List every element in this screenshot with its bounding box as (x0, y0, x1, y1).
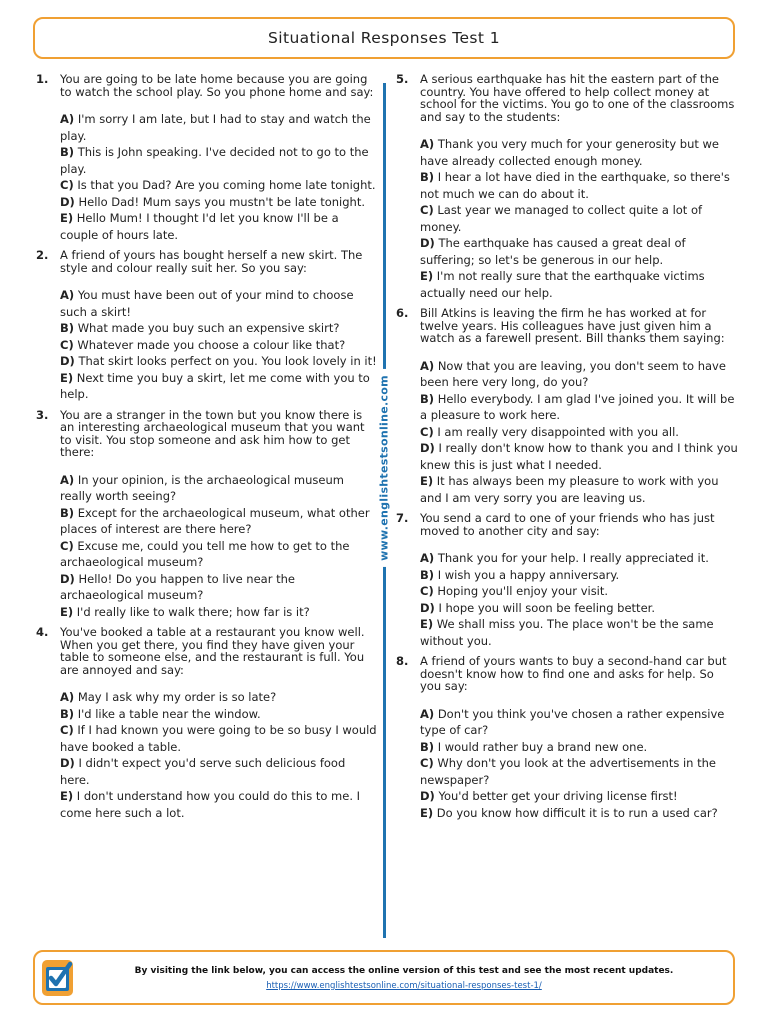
question-text: Bill Atkins is leaving the firm he has worked at for twelve years. His colleagues have just given him a watch as a farewell present. Bill thanks them saying: (420, 306, 725, 345)
question-text: You are going to be late home because you are going to watch the school play. So you phone home and say: (60, 72, 374, 99)
option-letter: C) (60, 723, 74, 737)
question-body (420, 655, 738, 821)
question-body (60, 249, 378, 403)
option-text: If I had known you were going to be so busy I would have booked a table. (60, 723, 377, 754)
option-letter: A) (420, 358, 435, 373)
option-text: Last year we managed to collect quite a lot of money. (420, 203, 703, 234)
option-item[interactable] (420, 169, 738, 202)
option-item[interactable] (60, 571, 378, 604)
option-letter: D) (60, 354, 75, 368)
option-letter: C) (60, 178, 74, 192)
option-item[interactable] (420, 136, 738, 169)
option-letter: D) (420, 789, 435, 803)
option-item[interactable] (420, 805, 738, 822)
option-item[interactable] (420, 755, 738, 788)
option-text: Do you know how difficult it is to run a used car? (436, 805, 718, 820)
question-7 (396, 512, 738, 649)
question-1 (36, 73, 378, 243)
option-item[interactable] (420, 358, 738, 391)
option-text: Whatever made you choose a colour like that? (77, 337, 346, 352)
option-item[interactable] (420, 235, 738, 268)
option-text: Is that you Dad? Are you coming home late tonight. (77, 178, 376, 192)
option-letter: C) (420, 756, 434, 770)
option-letter: B) (420, 170, 435, 184)
option-text: I'd really like to walk there; how far is it? (76, 604, 310, 619)
option-item[interactable] (420, 583, 738, 600)
option-text: I am really very disappointed with you all. (437, 424, 679, 439)
option-text: This is John speaking. I've decided not to go to the play. (60, 145, 369, 176)
option-letter: D) (60, 571, 75, 586)
option-item[interactable] (60, 788, 378, 821)
option-letter: B) (60, 706, 75, 721)
option-letter: E) (60, 211, 74, 225)
option-letter: C) (420, 203, 434, 217)
option-item[interactable] (420, 473, 738, 506)
option-item[interactable] (60, 177, 378, 194)
question-number: 6. (396, 306, 409, 320)
option-letter: E) (420, 617, 434, 631)
option-letter: D) (420, 600, 435, 615)
option-item[interactable] (60, 111, 378, 144)
question-3 (36, 409, 378, 621)
option-text: You must have been out of your mind to choose such a skirt! (60, 288, 354, 319)
option-item[interactable] (420, 268, 738, 301)
option-letter: C) (60, 337, 74, 352)
option-letter: B) (60, 505, 75, 520)
question-2 (36, 249, 378, 403)
option-letter: C) (60, 538, 74, 553)
question-number: 8. (396, 654, 409, 668)
option-item[interactable] (60, 706, 378, 723)
option-letter: E) (60, 789, 74, 803)
option-list (420, 706, 738, 822)
option-list (420, 358, 738, 507)
option-letter: E) (420, 474, 434, 488)
option-text: I'm sorry I am late, but I had to stay and watch the play. (60, 112, 371, 143)
question-number: 4. (36, 625, 49, 639)
option-text: Now that you are leaving, you don't seem to have been here very long, do you? (420, 358, 726, 389)
option-text: I hear a lot have died in the earthquake, so there's not much we can do about it. (420, 170, 730, 201)
option-text: Don't you think you've chosen a rather expensive type of car? (420, 706, 725, 737)
footer (33, 950, 735, 1005)
question-body (60, 73, 378, 243)
checkbox-check-icon (41, 959, 74, 997)
title-box (33, 17, 735, 59)
option-text: I don't understand how you could do this to me. I come here such a lot. (60, 789, 361, 820)
question-body (420, 307, 738, 506)
option-text: You'd better get your driving license first! (438, 789, 678, 803)
question-text: You've booked a table at a restaurant you know well. When you get there, you find they have given your table to someone else, and the restaurant is full. You are annoyed and say: (60, 625, 365, 677)
question-text: A serious earthquake has hit the eastern part of the country. You have offered to help collect money at school for the victims. You go to one of the classrooms and say to the students: (420, 72, 735, 124)
option-item[interactable] (60, 210, 378, 243)
option-text: In your opinion, is the archaeological museum really worth seeing? (60, 472, 344, 503)
option-item[interactable] (420, 788, 738, 805)
option-list (420, 550, 738, 649)
option-list (60, 287, 378, 403)
option-text: Except for the archaeological museum, what other places of interest are there here? (60, 505, 370, 536)
option-text: I hope you will soon be feeling better. (438, 600, 655, 615)
option-item[interactable] (420, 616, 738, 649)
question-number: 5. (396, 72, 409, 86)
question-number: 7. (396, 511, 409, 525)
question-body (60, 409, 378, 621)
option-letter: A) (420, 137, 435, 151)
option-list (60, 472, 378, 621)
option-item[interactable] (60, 538, 378, 571)
option-text: I wish you a happy anniversary. (437, 567, 620, 582)
question-text: You are a stranger in the town but you know there is an interesting archaeological museum that you want to visit. You stop someone and ask him how to get there: (60, 407, 365, 459)
option-item[interactable] (420, 550, 738, 567)
option-text: Hoping you'll enjoy your visit. (437, 584, 609, 598)
option-letter: D) (420, 441, 435, 455)
option-item[interactable] (60, 755, 378, 788)
option-text: Thank you for your help. I really appreciated it. (437, 551, 709, 565)
option-text: I really don't know how to thank you and I think you knew this is just what I needed. (420, 441, 738, 472)
question-text: You send a card to one of your friends who has just moved to another city and say: (420, 511, 715, 538)
option-letter: E) (60, 370, 74, 385)
option-item[interactable] (420, 739, 738, 756)
option-letter: A) (60, 288, 75, 302)
option-text: We shall miss you. The place won't be the same without you. (420, 617, 714, 648)
option-letter: E) (60, 604, 74, 619)
left-column (36, 73, 378, 827)
option-list (420, 136, 738, 301)
option-letter: A) (60, 690, 75, 704)
option-letter: A) (420, 706, 435, 721)
option-text: Next time you buy a skirt, let me come with you to help. (60, 370, 370, 401)
option-letter: E) (420, 269, 434, 283)
option-text: The earthquake has caused a great deal of suffering; so let's be generous in our help. (420, 236, 686, 267)
option-item[interactable] (60, 353, 378, 370)
footer-link[interactable]: https://www.englishtestsonline.com/situational-responses-test-1/ (266, 981, 542, 991)
option-item[interactable] (60, 194, 378, 211)
option-text: Hello Dad! Mum says you mustn't be late tonight. (78, 194, 365, 209)
page-title: Situational Responses Test 1 (268, 29, 500, 47)
option-letter: A) (60, 472, 75, 487)
option-text: Hello! Do you happen to live near the archaeological museum? (60, 571, 295, 602)
option-item[interactable] (420, 706, 738, 739)
option-item[interactable] (420, 600, 738, 617)
option-item[interactable] (60, 337, 378, 354)
option-item[interactable] (420, 424, 738, 441)
option-text: I didn't expect you'd serve such delicious food here. (60, 756, 346, 787)
option-list (60, 689, 378, 821)
question-number: 3. (36, 407, 49, 422)
option-list (60, 111, 378, 243)
watermark-text: www.englishtestsonline.com (378, 369, 391, 567)
option-letter: B) (420, 739, 435, 754)
option-item[interactable] (60, 689, 378, 706)
option-letter: B) (60, 145, 75, 159)
option-letter: C) (420, 584, 434, 598)
option-item[interactable] (60, 144, 378, 177)
option-item[interactable] (420, 567, 738, 584)
option-text: May I ask why my order is so late? (77, 690, 277, 704)
option-item[interactable] (420, 440, 738, 473)
option-letter: A) (60, 112, 75, 126)
option-text: Why don't you look at the advertisements in the newspaper? (420, 756, 716, 787)
option-letter: D) (60, 756, 75, 770)
right-column (396, 73, 738, 827)
question-number: 2. (36, 248, 49, 262)
option-item[interactable] (60, 505, 378, 538)
question-body (60, 626, 378, 821)
option-letter: B) (420, 567, 435, 582)
option-letter: B) (60, 321, 75, 335)
question-8 (396, 655, 738, 821)
option-text: Hello Mum! I thought I'd let you know I'll be a couple of hours late. (60, 211, 339, 242)
option-text: I'd like a table near the window. (77, 706, 261, 721)
option-item[interactable] (60, 722, 378, 755)
option-item[interactable] (420, 391, 738, 424)
option-item[interactable] (60, 320, 378, 337)
option-text: I'm not really sure that the earthquake victims actually need our help. (420, 269, 705, 300)
footer-text: By visiting the link below, you can access the online version of this test and see the most recent updates. (134, 966, 674, 976)
option-letter: D) (60, 194, 75, 209)
option-text: Excuse me, could you tell me how to get to the archaeological museum? (60, 538, 350, 569)
question-6 (396, 307, 738, 506)
option-item[interactable] (60, 370, 378, 403)
option-item[interactable] (60, 287, 378, 320)
question-text: A friend of yours wants to buy a second-hand car but doesn't know how to find one and asks for help. So you say: (420, 654, 727, 693)
option-letter: C) (420, 424, 434, 439)
question-4 (36, 626, 378, 821)
option-text: Hello everybody. I am glad I've joined you. It will be a pleasure to work here. (420, 391, 735, 422)
option-text: I would rather buy a brand new one. (437, 739, 648, 754)
question-text: A friend of yours has bought herself a new skirt. The style and colour really suit her. So you say: (60, 248, 363, 275)
option-letter: B) (420, 391, 435, 406)
option-item[interactable] (60, 604, 378, 621)
option-item[interactable] (60, 472, 378, 505)
question-number: 1. (36, 72, 49, 86)
option-item[interactable] (420, 202, 738, 235)
option-text: What made you buy such an expensive skirt? (77, 321, 340, 335)
option-text: That skirt looks perfect on you. You look lovely in it! (78, 354, 377, 368)
question-body (420, 73, 738, 301)
option-letter: D) (420, 236, 435, 250)
option-letter: A) (420, 551, 435, 565)
option-text: Thank you very much for your generosity but we have already collected enough money. (420, 137, 720, 168)
question-5 (396, 73, 738, 301)
question-body (420, 512, 738, 649)
option-text: It has always been my pleasure to work with you and I am very sorry you are leaving us. (420, 474, 719, 505)
option-letter: E) (420, 805, 434, 820)
